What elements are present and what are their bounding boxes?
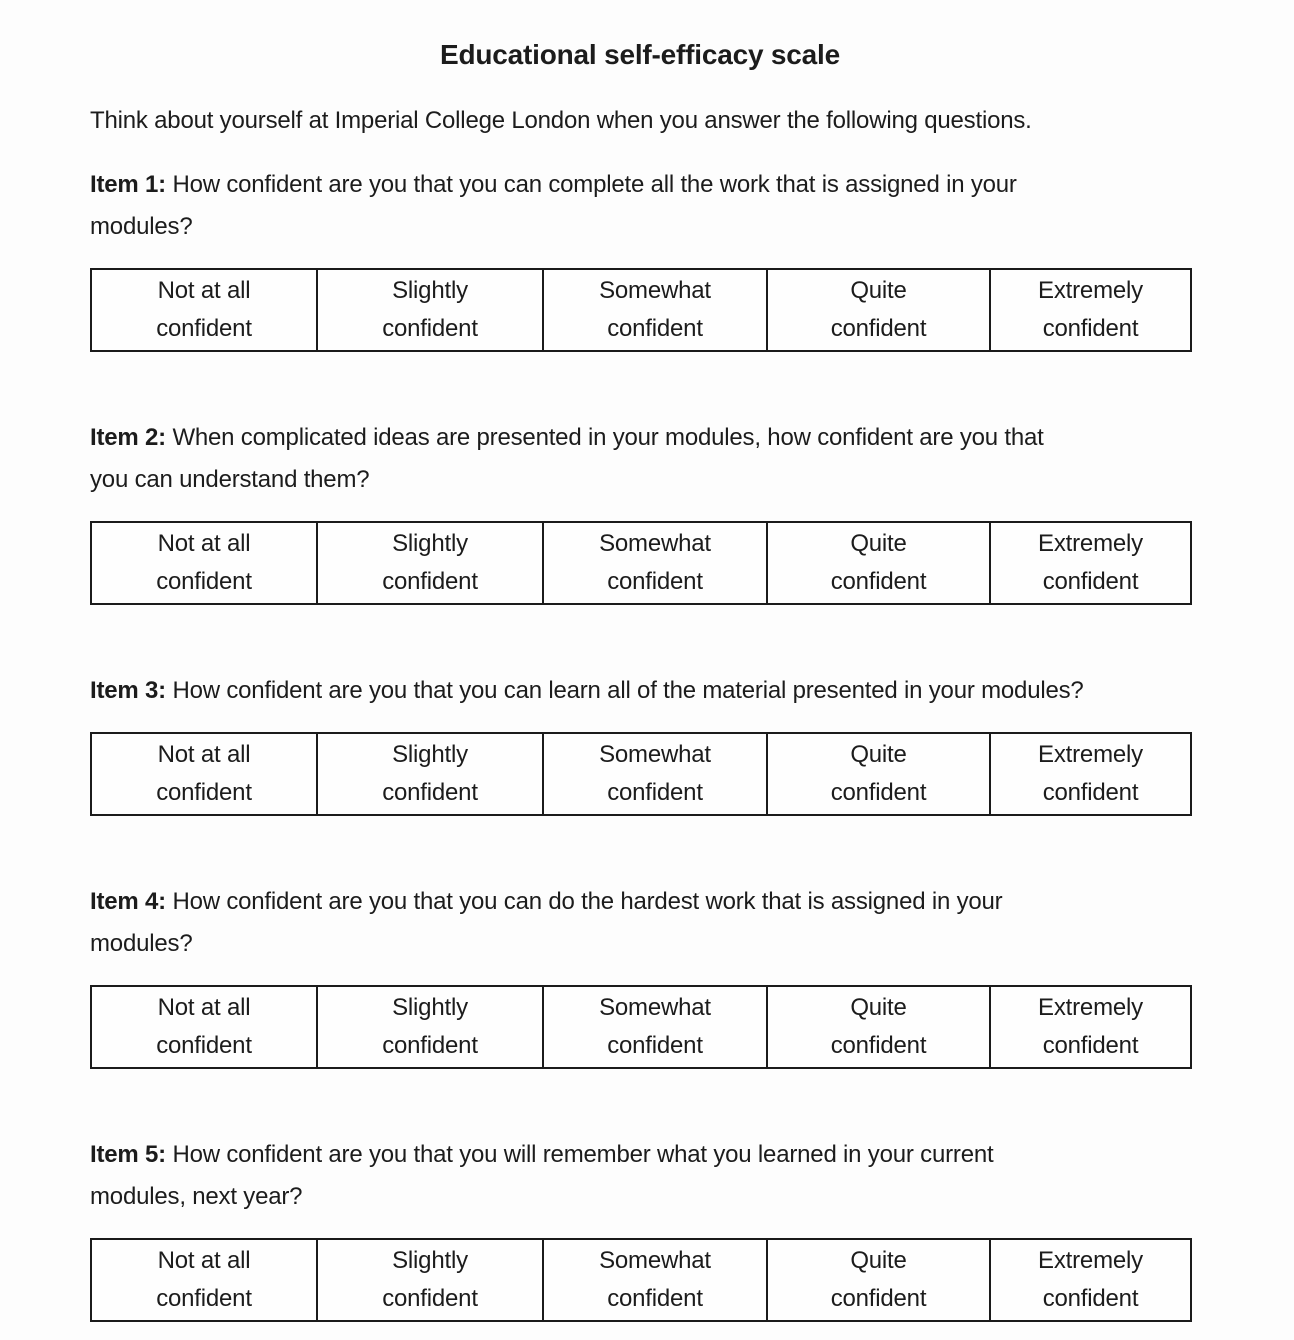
scale-cell-somewhat (543, 1239, 767, 1321)
scale-option-line1: Slightly (392, 741, 468, 768)
scale-option-line2: confident (607, 1285, 703, 1312)
scale-option-line2: confident (156, 779, 252, 806)
scale-cell-not-at-all (91, 269, 317, 351)
item-5-label: Item 5: (90, 1141, 166, 1168)
scale-option-line2: confident (607, 779, 703, 806)
question-text: When complicated ideas are presented in your modules, how confident are you that (172, 424, 1044, 451)
scale-cell-extremely (990, 986, 1191, 1068)
scale-option-line1: Quite (850, 1247, 907, 1274)
scale-cell-not-at-all (91, 986, 317, 1068)
scale-cell-extremely (990, 522, 1191, 604)
scale-cell-extremely (990, 1239, 1191, 1321)
scale-option-line1: Slightly (392, 994, 468, 1021)
scale-option-line2: confident (830, 1285, 927, 1312)
item-4-scale-table (90, 985, 1192, 1069)
item-4-question (90, 881, 1190, 965)
scale-option-line2: confident (607, 1032, 703, 1059)
scale-cell-extremely (990, 269, 1191, 351)
scale-option-line1: Slightly (392, 530, 468, 557)
scale-row (91, 269, 1191, 351)
scale-cell-not-at-all (91, 522, 317, 604)
scale-option-line1: Slightly (392, 277, 468, 304)
scale-option-line2: confident (830, 315, 927, 342)
scale-option-line2: confident (830, 779, 927, 806)
item-3-label: Item 3: (90, 677, 166, 704)
scale-option-line1: Quite (850, 277, 907, 304)
scale-cell-extremely (990, 733, 1191, 815)
scale-cell-quite (767, 269, 990, 351)
scale-cell-slightly (317, 986, 543, 1068)
question-text: How confident are you that you can complete all the work that is assigned in your (172, 171, 1017, 198)
scale-option-line2: confident (156, 315, 252, 342)
scale-row (91, 522, 1191, 604)
scale-option-line2: confident (382, 315, 478, 342)
scale-option-line1: Extremely (1038, 994, 1143, 1021)
scale-option-line2: confident (1042, 568, 1139, 595)
scale-option-line2: confident (1042, 1032, 1139, 1059)
question-text: modules? (90, 930, 193, 957)
question-text: How confident are you that you can learn all of the material presented in your modules? (172, 677, 1084, 704)
scale-option-line1: Somewhat (599, 1247, 711, 1274)
scale-option-line1: Not at all (157, 741, 251, 768)
item-2-label: Item 2: (90, 424, 166, 451)
item-4-label: Item 4: (90, 888, 166, 915)
question-text: How confident are you that you can do the hardest work that is assigned in your (172, 888, 1003, 915)
question-text: How confident are you that you will remember what you learned in your current (172, 1141, 994, 1168)
scale-row (91, 1239, 1191, 1321)
scale-option-line2: confident (607, 568, 703, 595)
intro-text: Think about yourself at Imperial College London when you answer the following questions. (90, 107, 1032, 134)
scale-cell-quite (767, 522, 990, 604)
question-text: modules, next year? (90, 1183, 303, 1210)
question-line (90, 1134, 1190, 1176)
scale-option-line1: Somewhat (599, 741, 711, 768)
item-5-scale-table (90, 1238, 1192, 1322)
scale-option-line2: confident (1042, 1285, 1139, 1312)
scale-cell-somewhat (543, 522, 767, 604)
scale-option-line1: Not at all (157, 277, 251, 304)
scale-option-line2: confident (382, 779, 478, 806)
question-line (90, 881, 1190, 923)
scale-cell-slightly (317, 522, 543, 604)
scale-option-line2: confident (382, 568, 478, 595)
scale-option-line2: confident (156, 1285, 252, 1312)
scale-option-line2: confident (382, 1285, 478, 1312)
scale-cell-not-at-all (91, 733, 317, 815)
scale-option-line2: confident (1042, 315, 1139, 342)
scale-option-line1: Extremely (1038, 741, 1143, 768)
scale-option-line2: confident (607, 315, 703, 342)
scale-cell-slightly (317, 1239, 543, 1321)
scale-cell-not-at-all (91, 1239, 317, 1321)
scale-row (91, 986, 1191, 1068)
scale-option-line1: Quite (850, 530, 907, 557)
scale-cell-slightly (317, 269, 543, 351)
scale-row (91, 733, 1191, 815)
scale-option-line1: Somewhat (599, 994, 711, 1021)
scale-option-line2: confident (1042, 779, 1139, 806)
item-1-scale-table (90, 268, 1192, 352)
question-line (90, 670, 1190, 712)
scale-cell-somewhat (543, 269, 767, 351)
question-line (90, 1176, 1190, 1218)
scale-option-line2: confident (156, 1032, 252, 1059)
item-1-label: Item 1: (90, 171, 166, 198)
scale-option-line1: Not at all (157, 1247, 251, 1274)
scale-option-line2: confident (382, 1032, 478, 1059)
item-3-scale-table (90, 732, 1192, 816)
scale-cell-slightly (317, 733, 543, 815)
item-3-question (90, 670, 1190, 712)
question-line (90, 459, 1190, 501)
scale-option-line1: Not at all (157, 530, 251, 557)
question-line (90, 417, 1190, 459)
scale-cell-quite (767, 1239, 990, 1321)
scale-cell-somewhat (543, 986, 767, 1068)
scale-option-line1: Somewhat (599, 277, 711, 304)
question-text: modules? (90, 213, 193, 240)
scale-option-line1: Not at all (157, 994, 251, 1021)
scale-option-line1: Extremely (1038, 1247, 1143, 1274)
question-line (90, 923, 1190, 965)
item-1-question (90, 164, 1190, 248)
scale-option-line2: confident (830, 1032, 927, 1059)
scale-cell-somewhat (543, 733, 767, 815)
scale-option-line2: confident (156, 568, 252, 595)
item-2-scale-table (90, 521, 1192, 605)
scale-cell-quite (767, 733, 990, 815)
scale-option-line2: confident (830, 568, 927, 595)
scale-option-line1: Slightly (392, 1247, 468, 1274)
question-line (90, 206, 1190, 248)
item-5-question (90, 1134, 1190, 1218)
question-text: you can understand them? (90, 466, 370, 493)
scale-cell-quite (767, 986, 990, 1068)
scale-option-line1: Somewhat (599, 530, 711, 557)
scale-option-line1: Quite (850, 741, 907, 768)
scale-option-line1: Extremely (1038, 530, 1143, 557)
item-2-question (90, 417, 1190, 501)
scale-option-line1: Extremely (1038, 277, 1143, 304)
scale-option-line1: Quite (850, 994, 907, 1021)
question-line (90, 164, 1190, 206)
page-title: Educational self-efficacy scale (440, 39, 840, 70)
